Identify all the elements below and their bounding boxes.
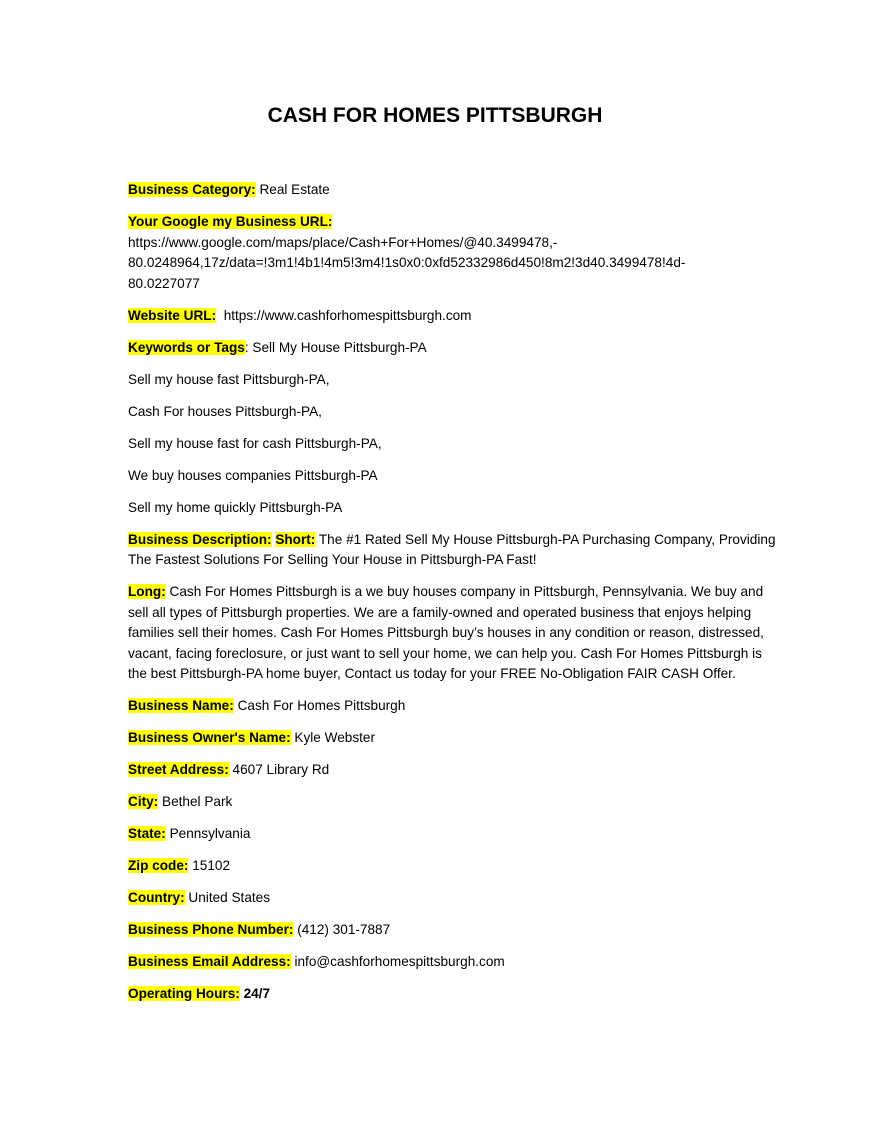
keywords-label: Keywords or Tags — [128, 339, 245, 355]
keywords — [128, 338, 778, 359]
page-title: CASH FOR HOMES PITTSBURGH — [267, 104, 603, 127]
short-description-text: The #1 Rated Sell My House Pittsburgh-PA Purchasing Company, Providing The Fastest Solutions For Selling Your House in Pittsburgh-PA Fast! — [128, 531, 776, 567]
field-value: (412) 301-7887 — [297, 922, 391, 937]
field-street-address — [128, 760, 778, 781]
field-value: 15102 — [192, 858, 231, 873]
field-value: 4607 Library Rd — [232, 762, 330, 777]
field-label: Operating Hours: — [128, 986, 240, 1001]
short-description — [128, 530, 778, 571]
field-label: Country: — [128, 890, 185, 905]
field-label: Street Address: — [128, 762, 229, 777]
field-phone — [128, 920, 778, 941]
field-value: Kyle Webster — [294, 730, 376, 745]
field-operating-hours — [128, 984, 778, 1005]
field-city — [128, 792, 778, 813]
field-owner-name — [128, 728, 778, 749]
gmb-url-line-1: https://www.google.com/maps/place/Cash+For+Homes/@40.3499478,- — [128, 234, 558, 250]
field-label: Zip code: — [128, 858, 189, 873]
business-category-label: Business Category: — [128, 182, 256, 197]
field-email — [128, 952, 778, 973]
long-description — [128, 582, 778, 685]
website-url-value: https://www.cashforhomespittsburgh.com — [223, 307, 472, 323]
field-label: Business Phone Number: — [128, 922, 294, 937]
field-value: United States — [188, 890, 271, 905]
business-category — [128, 180, 778, 201]
website-url-label: Website URL: — [128, 307, 217, 323]
short-label: Short: — [275, 531, 316, 547]
keyword-item: Cash For houses Pittsburgh-PA, — [128, 403, 322, 419]
field-zip-code — [128, 856, 778, 877]
field-label: State: — [128, 826, 166, 841]
document-body — [128, 180, 778, 1016]
gmb-url-label: Your Google my Business URL: — [128, 214, 333, 229]
business-description-label: Business Description: — [128, 531, 272, 547]
keyword-item: We buy houses companies Pittsburgh-PA — [128, 467, 378, 483]
field-value: info@cashforhomespittsburgh.com — [294, 954, 505, 969]
business-category-value: Real Estate — [259, 182, 330, 197]
gmb-url-line-2: 80.0248964,17z/data=!3m1!4b1!4m5!3m4!1s0x0:0xfd52332986d450!8m2!3d40.3499478!4d- — [128, 255, 686, 270]
long-label: Long: — [128, 584, 166, 599]
field-label: Business Owner's Name: — [128, 730, 291, 745]
field-value: 24/7 — [243, 986, 271, 1001]
field-label: City: — [128, 794, 159, 809]
field-value: Pennsylvania — [169, 826, 251, 841]
field-value: Bethel Park — [162, 794, 233, 809]
keyword-item: Sell my house fast for cash Pittsburgh-PA, — [128, 435, 382, 451]
keyword-item: Sell my house fast Pittsburgh-PA, — [128, 371, 330, 387]
keyword-item: Sell my home quickly Pittsburgh-PA — [128, 499, 343, 515]
gmb-url-line-3: 80.0227077 — [128, 275, 200, 291]
field-value: Cash For Homes Pittsburgh — [237, 698, 406, 713]
long-description-text: Cash For Homes Pittsburgh is a we buy houses company in Pittsburgh, Pennsylvania. We buy and sell all types of Pittsburgh properties. We are a family-owned and operated business that enjoys helping families sell their homes. Cash For Homes Pittsburgh buy’s houses in any condition or reason, distressed, vacant, facing foreclosure, or just want to sell your home, we can help you. Cash For Homes Pittsburgh is the best Pittsburgh-PA home buyer, Contact us today for your FREE No-Obligation FAIR CASH Offer. — [128, 584, 764, 681]
field-business-name — [128, 696, 778, 717]
field-label: Business Name: — [128, 698, 234, 713]
field-label: Business Email Address: — [128, 954, 291, 969]
keyword-first: : Sell My House Pittsburgh-PA — [244, 339, 427, 355]
field-state — [128, 824, 778, 845]
field-country — [128, 888, 778, 909]
website-url — [128, 306, 778, 327]
gmb-url — [128, 212, 778, 294]
